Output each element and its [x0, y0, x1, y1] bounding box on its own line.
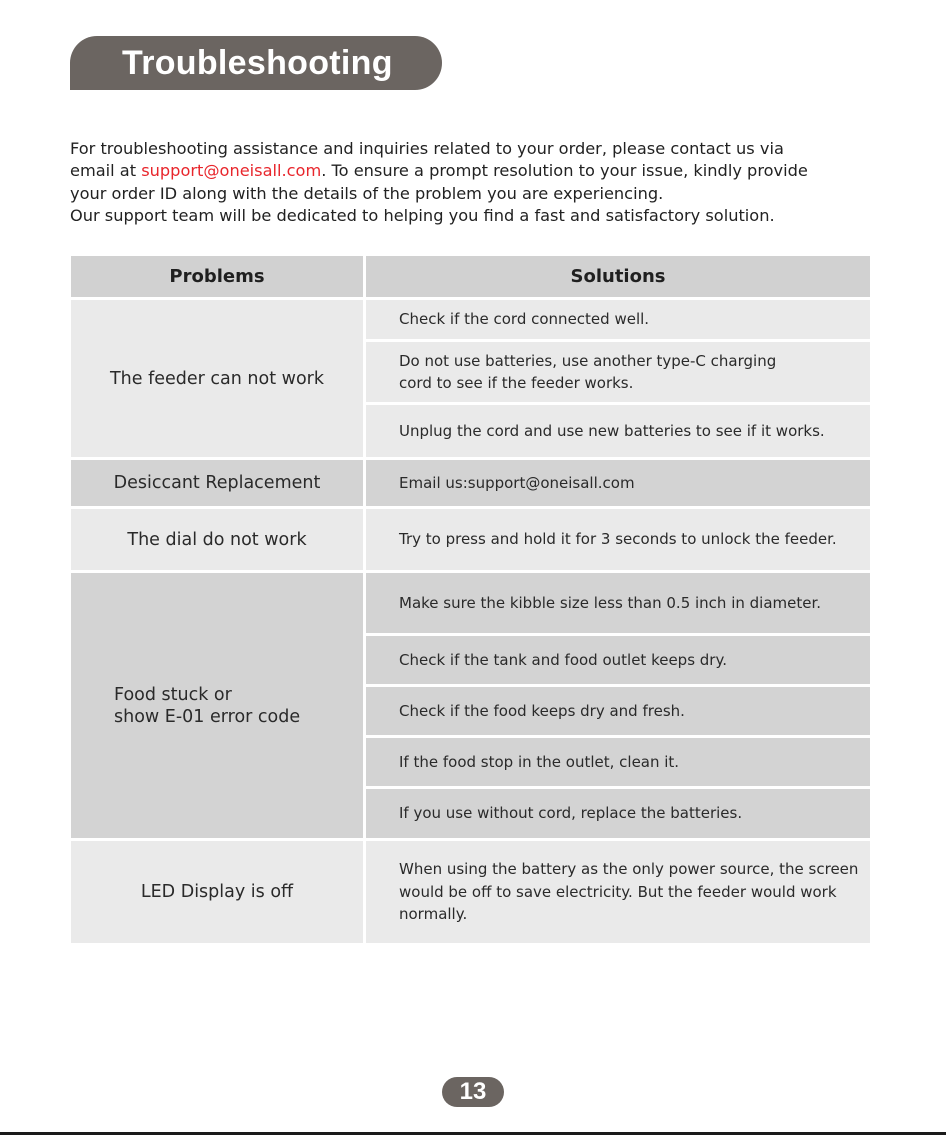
page-number: 13: [442, 1077, 504, 1107]
solution-cell: Check if the cord connected well.: [366, 300, 870, 339]
solution-cell: Email us:support@oneisall.com: [366, 460, 870, 506]
problem-cell: Desiccant Replacement: [71, 460, 363, 506]
solution-cell: [366, 342, 870, 402]
intro-paragraph: [70, 138, 880, 227]
intro-line: [70, 160, 880, 182]
solution-cell: [366, 841, 870, 943]
solution-cell: Unplug the cord and use new batteries to see if it works.: [366, 405, 870, 457]
problem-cell: LED Display is off: [71, 841, 363, 943]
solution-cell: Try to press and hold it for 3 seconds to unlock the feeder.: [366, 509, 870, 570]
section-title-banner: [70, 36, 442, 90]
problem-line: Food stuck or: [114, 684, 232, 705]
intro-email-prefix: email at: [70, 161, 142, 181]
solution-cell: Check if the tank and food outlet keeps dry.: [366, 636, 870, 684]
solution-cell: If the food stop in the outlet, clean it.: [366, 738, 870, 786]
solution-text: When using the battery as the only power source, the screen would be off to save electricity. But the feeder would work normally.: [399, 860, 859, 924]
intro-line: For troubleshooting assistance and inquiries related to your order, please contact us via: [70, 139, 784, 158]
solution-text: Do not use batteries, use another type-C charging cord to see if the feeder works.: [399, 351, 777, 392]
header-problems: Problems: [71, 256, 363, 297]
intro-line-suffix: . To ensure a prompt resolution to your issue, kindly provide: [321, 161, 808, 181]
support-email-link[interactable]: support@oneisall.com: [141, 161, 322, 181]
problem-cell: [71, 573, 363, 838]
troubleshooting-table: [71, 256, 870, 943]
intro-line: Our support team will be dedicated to helping you find a fast and satisfactory solution.: [70, 205, 775, 225]
header-solutions: Solutions: [366, 256, 870, 297]
section-title: Troubleshooting: [122, 43, 393, 82]
solution-cell: Check if the food keeps dry and fresh.: [366, 687, 870, 735]
solution-cell: Make sure the kibble size less than 0.5 inch in diameter.: [366, 573, 870, 633]
solution-cell: If you use without cord, replace the batteries.: [366, 789, 870, 838]
intro-line: your order ID along with the details of the problem you are experiencing.: [70, 183, 664, 203]
problem-cell: The dial do not work: [71, 509, 363, 570]
problem-line: show E-01 error code: [114, 706, 301, 727]
problem-cell: The feeder can not work: [71, 300, 363, 457]
